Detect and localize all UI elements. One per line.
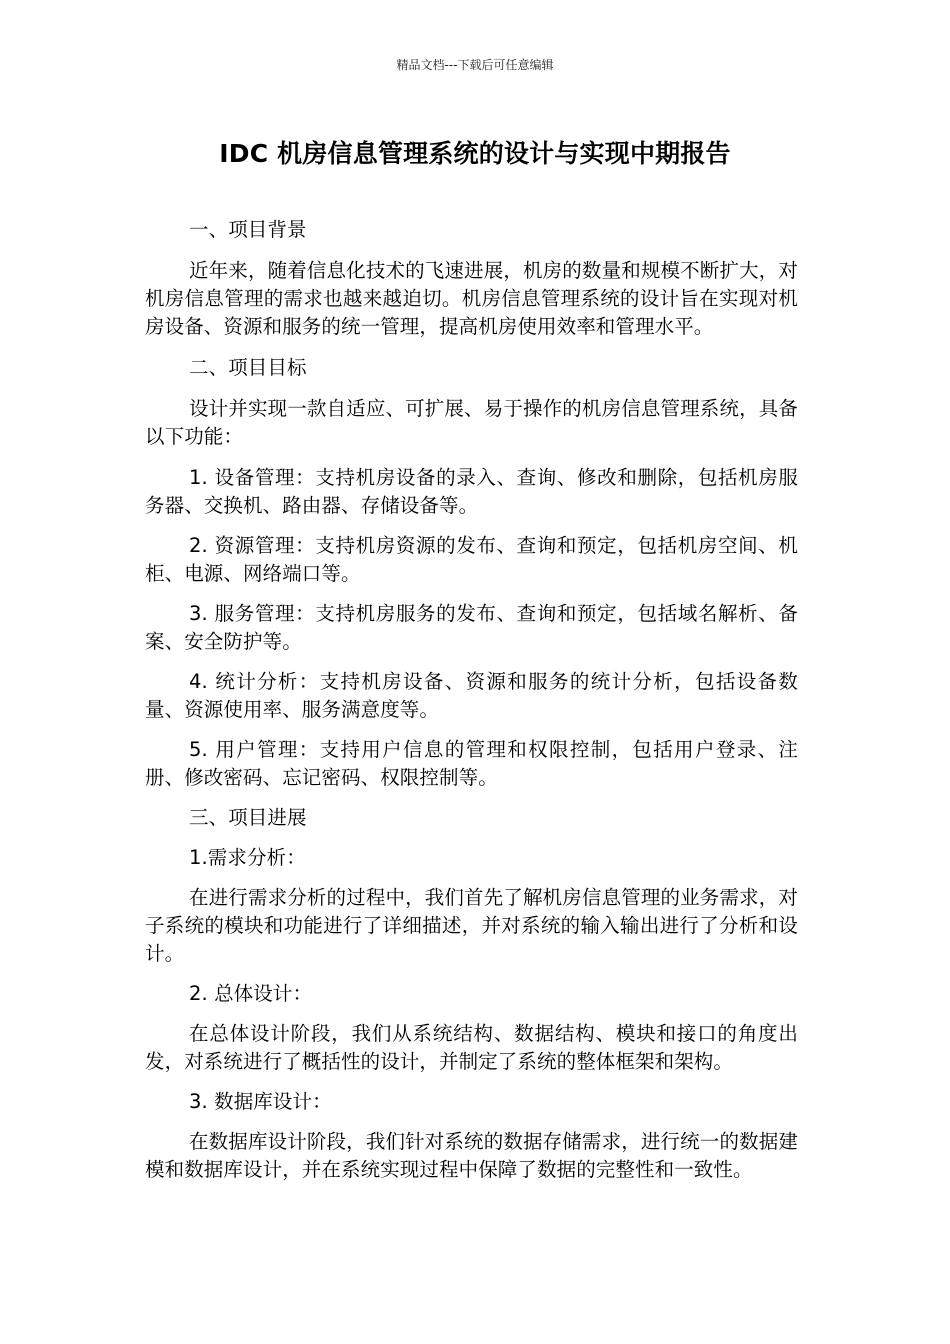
list-item-device-management: 1. 设备管理：支持机房设备的录入、查询、修改和删除，包括机房服务器、交换机、路由器、存储设备等。 bbox=[145, 466, 798, 517]
list-item-statistics: 4. 统计分析：支持机房设备、资源和服务的统计分析，包括设备数量、资源使用率、服务满意度等。 bbox=[145, 670, 798, 721]
list-item-resource-management: 2. 资源管理：支持机房资源的发布、查询和预定，包括机房空间、机柜、电源、网络端口等。 bbox=[145, 534, 798, 585]
document-body bbox=[145, 216, 798, 1184]
paragraph-overall-design: 在总体设计阶段，我们从系统结构、数据结构、模块和接口的角度出发，对系统进行了概括性的设计，并制定了系统的整体框架和架构。 bbox=[145, 1022, 798, 1073]
paragraph-database-design: 在数据库设计阶段，我们针对系统的数据存储需求，进行统一的数据建模和数据库设计，并在系统实现过程中保障了数据的完整性和一致性。 bbox=[145, 1130, 798, 1181]
header-watermark: 精品文档---下载后可任意编辑 bbox=[396, 58, 554, 72]
document-title: IDC 机房信息管理系统的设计与实现中期报告 bbox=[219, 139, 731, 168]
paragraph-requirements: 在进行需求分析的过程中，我们首先了解机房信息管理的业务需求，对子系统的模块和功能进行了详细描述，并对系统的输入输出进行了分析和设计。 bbox=[145, 886, 798, 965]
section-heading-background: 一、项目背景 bbox=[189, 218, 307, 241]
section-heading-progress: 三、项目进展 bbox=[189, 806, 307, 829]
list-item-service-management: 3. 服务管理：支持机房服务的发布、查询和预定，包括域名解析、备案、安全防护等。 bbox=[145, 602, 798, 653]
section-heading-goals: 二、项目目标 bbox=[189, 356, 307, 379]
subheading-database-design: 3. 数据库设计： bbox=[189, 1090, 332, 1113]
subheading-requirements: 1.需求分析： bbox=[189, 846, 306, 869]
subheading-overall-design: 2. 总体设计： bbox=[189, 982, 313, 1005]
list-item-user-management: 5. 用户管理：支持用户信息的管理和权限控制，包括用户登录、注册、修改密码、忘记密码、权限控制等。 bbox=[145, 738, 798, 789]
paragraph-background: 近年来，随着信息化技术的飞速进展，机房的数量和规模不断扩大，对机房信息管理的需求也越来越迫切。机房信息管理系统的设计旨在实现对机房设备、资源和服务的统一管理，提高机房使用效率和管理水平。 bbox=[145, 259, 798, 338]
paragraph-goals-intro: 设计并实现一款自适应、可扩展、易于操作的机房信息管理系统，具备以下功能： bbox=[145, 397, 798, 448]
